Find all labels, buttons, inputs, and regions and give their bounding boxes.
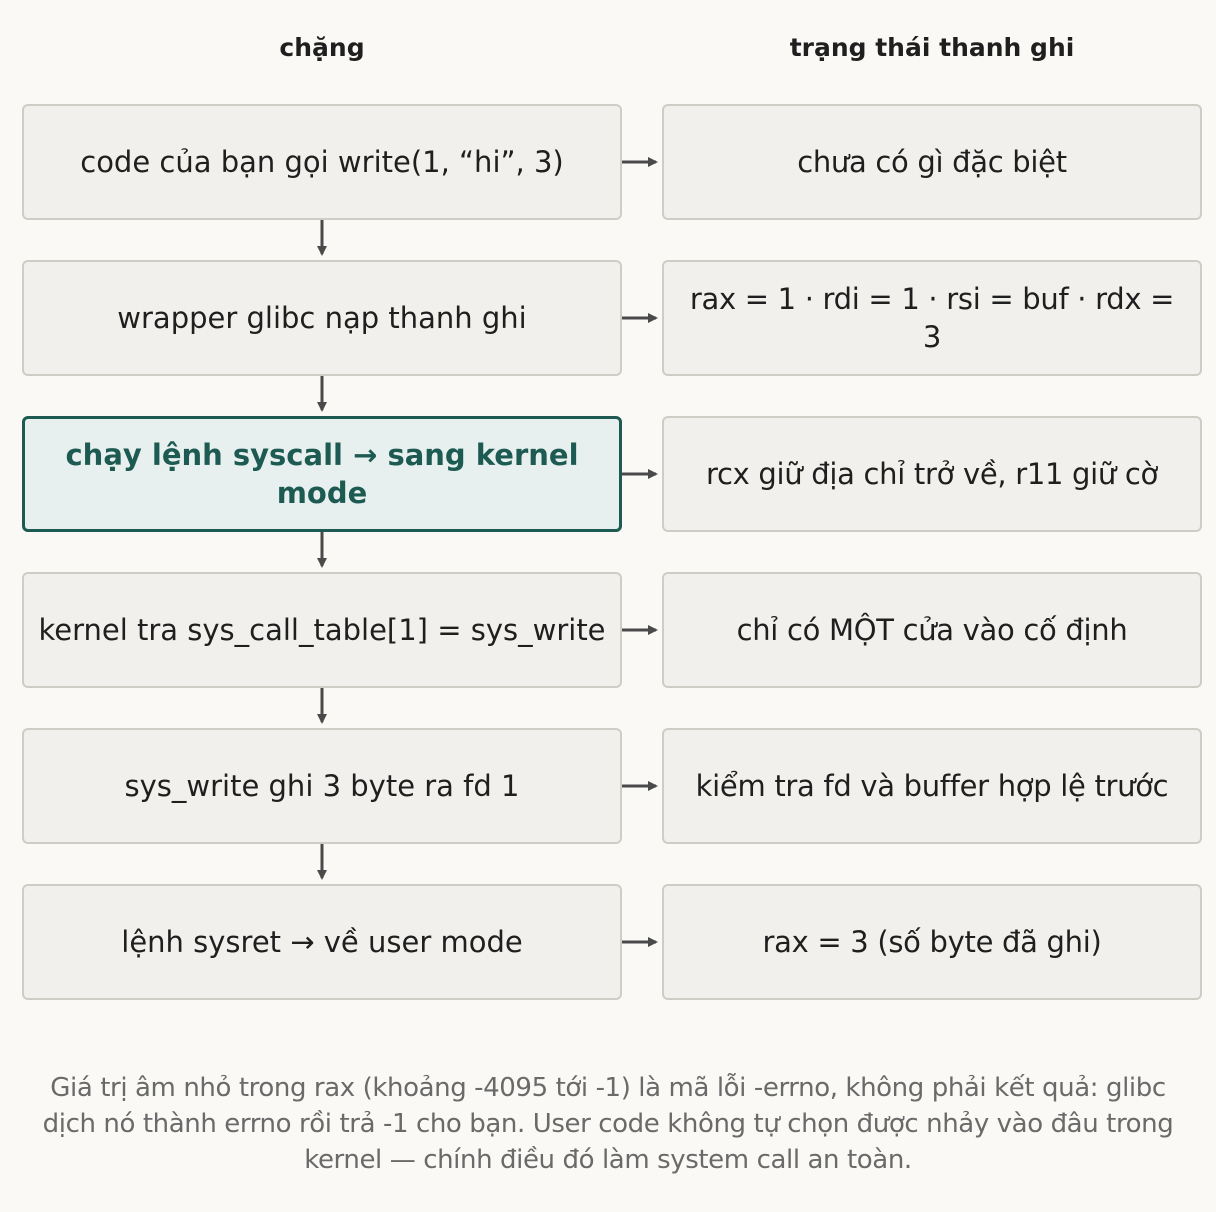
state-column-header: trạng thái thanh ghi: [789, 33, 1075, 62]
state-box-6: rax = 3 (số byte đã ghi): [662, 884, 1202, 1000]
stage-box-2: wrapper glibc nạp thanh ghi: [22, 260, 622, 376]
stage-box-5: sys_write ghi 3 byte ra fd 1: [22, 728, 622, 844]
footnote-text: Giá trị âm nhỏ trong rax (khoảng -4095 tới -1) là mã lỗi -errno, không phải kết quả: glibc dịch nó thành errno rồi trả -1 cho bạn. User code không tự chọn được nhảy vào đâu trong kernel — chính điều đó làm system call an toàn.: [42, 1073, 1174, 1175]
stage-box-1: code của bạn gọi write(1, “hi”, 3): [22, 104, 622, 220]
stage-box-4: kernel tra sys_call_table[1] = sys_write: [22, 572, 622, 688]
stage-box-3: chạy lệnh syscall → sang kernel mode: [22, 416, 622, 532]
stage-column-header: chặng: [279, 33, 365, 62]
state-box-4: chỉ có MỘT cửa vào cố định: [662, 572, 1202, 688]
state-box-1: chưa có gì đặc biệt: [662, 104, 1202, 220]
state-box-2: rax = 1 · rdi = 1 · rsi = buf · rdx = 3: [662, 260, 1202, 376]
stage-box-6: lệnh sysret → về user mode: [22, 884, 622, 1000]
state-box-3: rcx giữ địa chỉ trở về, r11 giữ cờ: [662, 416, 1202, 532]
state-box-5: kiểm tra fd và buffer hợp lệ trước: [662, 728, 1202, 844]
